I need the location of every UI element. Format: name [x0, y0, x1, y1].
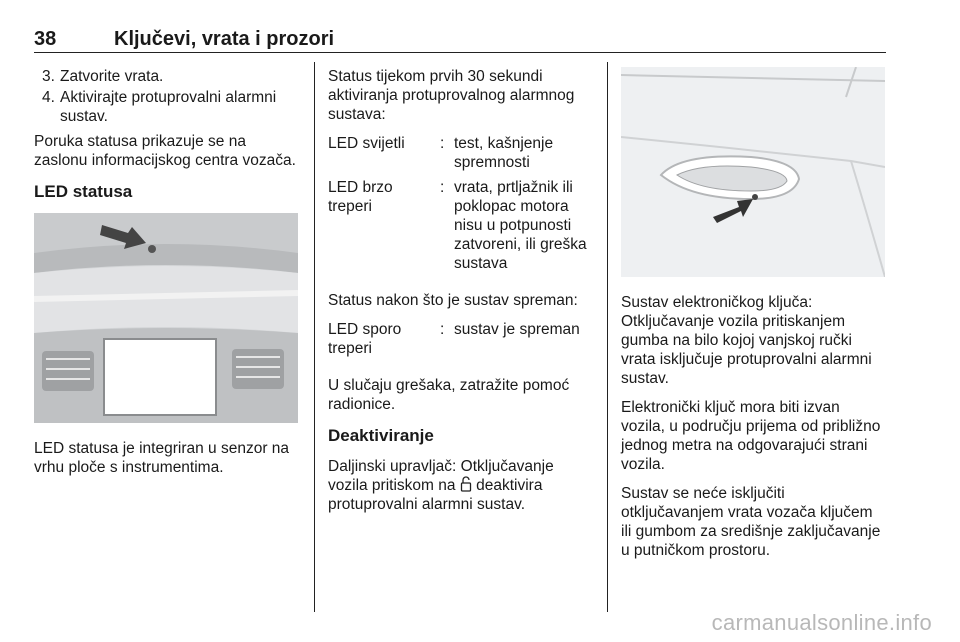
- figure-caption: LED statusa je integriran u senzor na vrhu ploče s instrumentima.: [34, 440, 290, 476]
- electronic-key-text: Sustav elektroničkog ključa: Otključavanje vozila pritiskanjem gumba na bilo kojoj vanjskoj ručki vrata isključuje protuprovalni alarmni sustav.: [621, 294, 872, 387]
- led-sensor-figure: [34, 213, 298, 423]
- page-header: [34, 26, 886, 53]
- chapter-title: Ključevi, vrata i prozori: [114, 28, 335, 50]
- unlock-icon: [460, 476, 472, 492]
- list-item: 3. Zatvorite vrata.: [42, 68, 164, 85]
- dashboard-illustration: [34, 213, 298, 423]
- table-row: LED sporo treperi : sustav je spreman: [328, 321, 580, 357]
- status-message-text: Poruka statusa prikazuje se na zaslonu informacijskog centra vozača.: [34, 133, 296, 169]
- list-item: 4. Aktivirajte protuprovalni alarmni sustav.: [42, 89, 277, 125]
- led-status-heading: LED statusa: [34, 182, 133, 201]
- fault-text: U slučaju grešaka, zatražite pomoć radionice.: [328, 377, 570, 413]
- key-range-text: Elektronički ključ mora biti izvan vozila, u području prijema od približno jednog metra na odgovarajući strani vozila.: [621, 399, 881, 473]
- steps-list: [34, 67, 300, 126]
- column-divider: [314, 62, 315, 612]
- table-row: LED brzo treperi : vrata, prtljažnik ili poklopac motora nisu u potpunosti zatvoreni, ili greška sustava: [328, 179, 587, 272]
- ready-status-table: [328, 320, 594, 364]
- watermark: carmanualsonline.info: [711, 610, 932, 635]
- status-table: [328, 134, 594, 279]
- column-middle: [328, 67, 594, 524]
- page-number: 38: [34, 28, 57, 50]
- no-disarm-text: Sustav se neće isključiti otključavanjem vrata vozača ključem ili gumbom za središnje zaključavanje u putničkom prostoru.: [621, 485, 881, 559]
- table-row: LED svijetli : test, kašnjenje spremnosti: [328, 135, 554, 171]
- column-divider: [607, 62, 608, 612]
- status-intro-text: Status tijekom prvih 30 sekundi aktiviranja protuprovalnog alarmnog sustava:: [328, 68, 575, 123]
- door-handle-figure: [621, 67, 885, 277]
- deactivate-text: Daljinski upravljač: Otključavanje vozila pritiskom na deaktivira protuprovalni alarmni sustav.: [328, 458, 554, 513]
- door-handle-illustration: [621, 67, 885, 277]
- column-left: [34, 67, 300, 487]
- column-right: [621, 67, 885, 570]
- ready-intro-text: Status nakon što je sustav spreman:: [328, 292, 578, 309]
- deactivate-heading: Deaktiviranje: [328, 426, 434, 445]
